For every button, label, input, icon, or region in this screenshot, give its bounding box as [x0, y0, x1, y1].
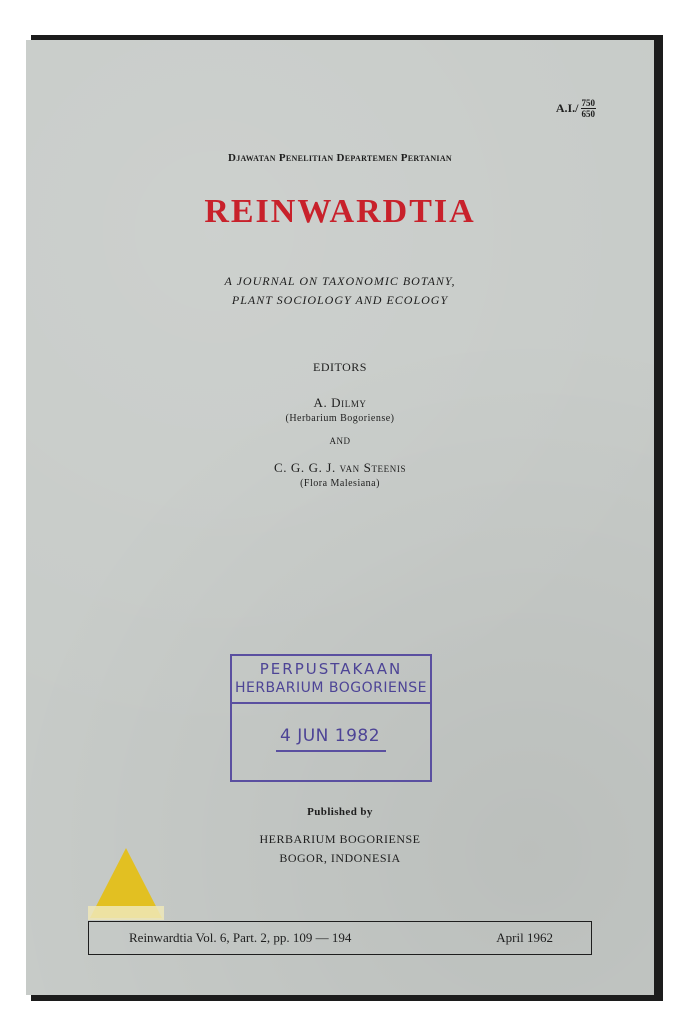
journal-subtitle [26, 272, 654, 310]
stamp-date: 4 JUN 1982 [280, 726, 381, 746]
sticker-torn-edge [88, 906, 164, 920]
accession-prefix: A.I./ [555, 101, 579, 115]
accession-fraction [581, 98, 597, 119]
editors-conjunction: AND [329, 436, 351, 446]
published-by-label: Published by [307, 806, 373, 818]
citation-text: Reinwardtia Vol. 6, Part. 2, pp. 109 — 194 [129, 930, 352, 945]
agency-name: Djawatan Penelitian Departemen Pertanian [228, 152, 452, 164]
accession-numerator: 750 [581, 98, 595, 108]
editor-affiliation: (Herbarium Bogoriense) [285, 413, 395, 424]
issue-date: April 1962 [496, 930, 553, 945]
accession-denominator: 650 [581, 109, 595, 119]
stamp-institution: HERBARIUM BOGORIENSE [234, 680, 428, 696]
citation-footer [88, 921, 592, 955]
stamp-header [232, 656, 430, 704]
publisher-name: HERBARIUM BOGORIENSE [259, 832, 421, 846]
editor-name: C. G. G. J. van Steenis [273, 460, 407, 475]
stamp-date-rule [276, 750, 386, 752]
publisher-location: BOGOR, INDONESIA [279, 851, 401, 865]
subtitle-line: A JOURNAL ON TAXONOMIC BOTANY, [224, 274, 456, 288]
editors-block [26, 360, 654, 489]
editor-affiliation: (Flora Malesiana) [300, 478, 380, 489]
stamp-library-name: PERPUSTAKAAN [259, 660, 403, 678]
subtitle-line: PLANT SOCIOLOGY AND ECOLOGY [231, 293, 449, 307]
editor-name: A. Dilmy [313, 395, 367, 410]
library-stamp [230, 654, 432, 782]
editors-heading: EDITORS [313, 360, 367, 374]
journal-title: REINWARDTIA [204, 193, 476, 230]
accession-number [556, 98, 596, 119]
cover-page [26, 40, 654, 995]
